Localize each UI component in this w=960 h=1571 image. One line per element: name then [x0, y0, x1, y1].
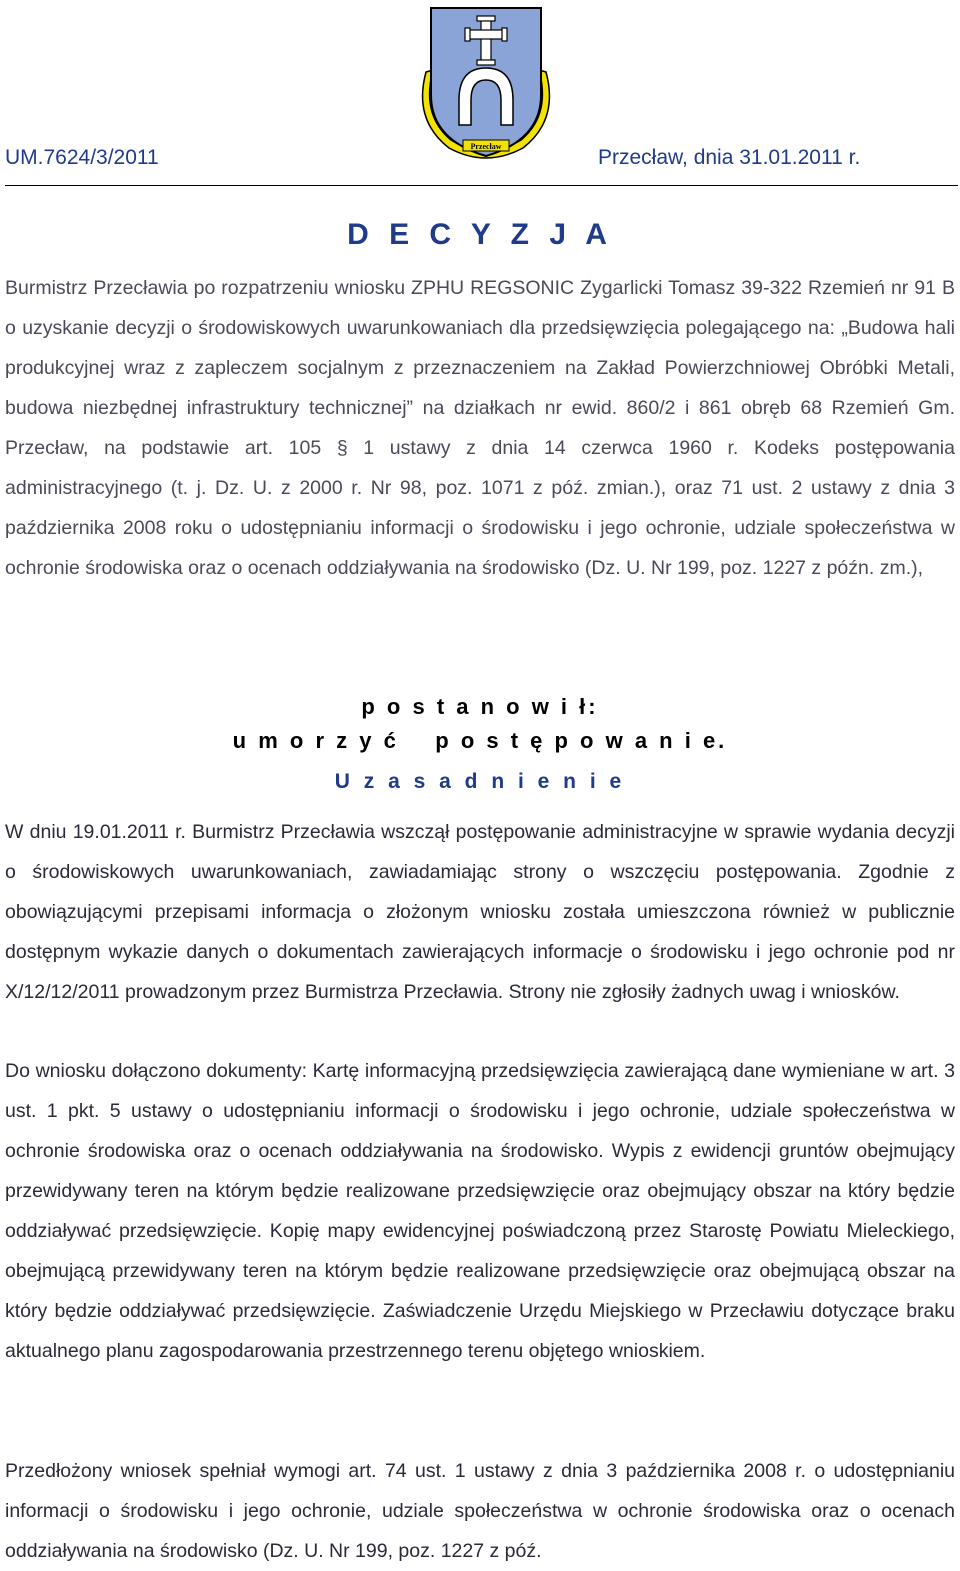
decision-line-1: p o s t a n o w i ł: [361, 694, 599, 719]
justification-heading: U z a s a d n i e n i e [334, 770, 626, 793]
decision-block [0, 690, 960, 758]
place-date: Przecław, dnia 31.01.2011 r. [598, 146, 861, 169]
intro-paragraph: Burmistrz Przecławia po rozpatrzeniu wniosku ZPHU REGSONIC Zygarlicki Tomasz 39-322 Rzemień nr 91 B o uzyskanie decyzji o środowiskowych uwarunkowaniach dla przedsięwzięcia polegającego na: „Budowa hali produkcyjnej wraz z zapleczem socjalnym z przeznaczeniem na Zakład Powierzchniowej Obróbki Metali, budowa niezbędnej infrastruktury technicznej” na działkach nr ewid. 860/2 i 861 obręb 68 Rzemień Gm. Przecław, na podstawie art. 105 § 1 ustawy z dnia 14 czerwca 1960 r. Kodeks postępowania administracyjnego (t. j. Dz. U. z 2000 r. Nr 98, poz. 1071 z póź. zmian.), oraz 71 ust. 2 ustawy z dnia 3 października 2008 roku o udostępnianiu informacji o środowisku i jego ochronie, udziale społeczeństwa w ochronie środowiska oraz o ocenach oddziaływania na środowisko (Dz. U. Nr 199, poz. 1227 z późn. zm.), [5, 277, 955, 579]
coat-of-arms-logo [411, 0, 561, 162]
body-paragraph-1: W dniu 19.01.2011 r. Burmistrz Przecławia wszczął postępowanie administracyjne w sprawie wydania decyzji o środowiskowych uwarunkowaniach, zawiadamiając strony o wszczęciu postępowania. Zgodnie z obowiązującymi przepisami informacja o złożonym wniosku została umieszczona również w publicznie dostępnym wykazie danych o dokumentach zawierających informacje o środowisku i jego ochronie pod nr X/12/12/2011 prowadzonym przez Burmistrza Przecławia. Strony nie zgłosiły żadnych uwag i wniosków. [5, 821, 955, 1003]
case-number: UM.7624/3/2011 [5, 146, 159, 169]
header-divider [5, 185, 958, 186]
body-paragraph-3: Przedłożony wniosek spełniał wymogi art. 74 ust. 1 ustawy z dnia 3 października 2008 r. o udostępnianiu informacji o środowisku i jego ochronie, udziale społeczeństwa w ochronie środowiska oraz o ocenach oddziaływania na środowisko (Dz. U. Nr 199, poz. 1227 z póź. [5, 1460, 955, 1562]
document-title: D E C Y Z J A [347, 218, 613, 251]
body-paragraph-2: Do wniosku dołączono dokumenty: Kartę informacyjną przedsięwzięcia zawierającą dane wymieniane w art. 3 ust. 1 pkt. 5 ustawy o udostępnianiu informacji o środowisku i jego ochronie, udziale społeczeństwa w ochronie środowiska oraz o ocenach oddziaływania na środowisko. Wypis z ewidencji gruntów obejmujący przewidywany teren na którym będzie realizowane przedsięwzięcie oraz obejmujący obszar na który będzie oddziaływać przedsięwzięcie. Kopię mapy ewidencyjnej poświadczoną przez Starostę Powiatu Mieleckiego, obejmującą przewidywany teren na którym będzie realizowane przedsięwzięcie oraz obejmującą obszar na który będzie oddziaływać przedsięwzięcie. Zaświadczenie Urzędu Miejskiego w Przecławiu dotyczące braku aktualnego planu zagospodarowania przestrzennego terenu objętego wnioskiem. [5, 1060, 955, 1362]
decision-line-2: u m o r z y ć p o s t ę p o w a n i e. [232, 728, 728, 753]
crest-caption: Przecław [470, 142, 502, 151]
